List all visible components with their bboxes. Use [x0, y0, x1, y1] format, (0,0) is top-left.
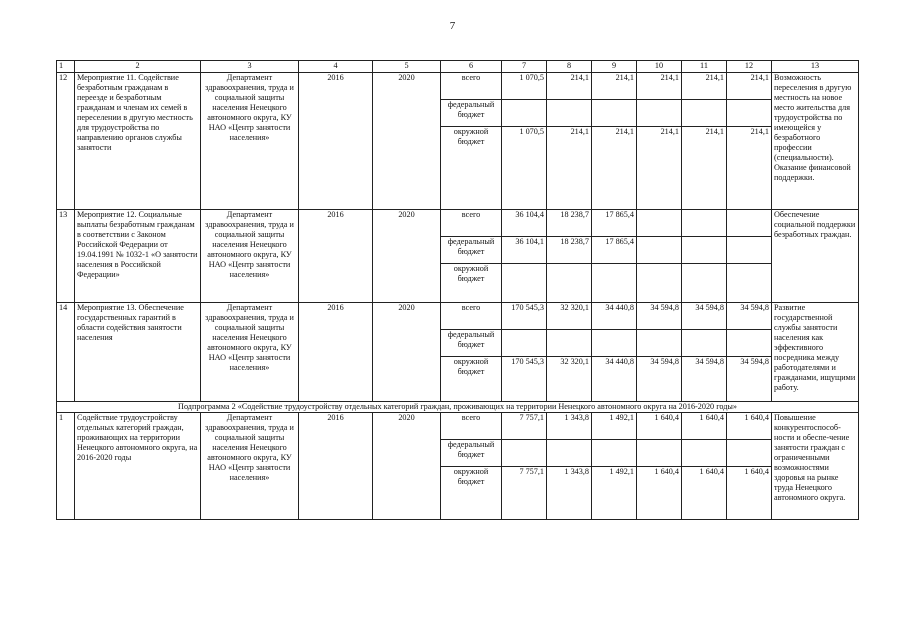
executor: Департамент здравоохранения, труда и социальной защиты населения Ненецкого автономного округа, КУ НАО «Центр занятости населения» [201, 210, 299, 303]
source-regional: окружной бюджет [441, 127, 502, 210]
source-total: всего [441, 73, 502, 100]
value-cell [502, 100, 547, 127]
start-year: 2016 [299, 413, 373, 520]
col-header: 4 [299, 61, 373, 73]
activity-name: Мероприятие 13. Обеспечение государственных гарантий в области содействия занятости населения [75, 303, 201, 402]
activity-name: Содействие трудоустройству отдельных категорий граждан, проживающих на территории Ненецкого автономного округа, на 2016-2020 годы [75, 413, 201, 520]
value-cell: 18 238,7 [547, 237, 592, 264]
value-cell [637, 100, 682, 127]
value-cell: 32 320,1 [547, 303, 592, 330]
row-number: 1 [57, 413, 75, 520]
value-cell: 1 640,4 [637, 467, 682, 520]
source-regional: окружной бюджет [441, 467, 502, 520]
source-federal: федеральный бюджет [441, 237, 502, 264]
expected-result: Обеспечение социальной поддержки безработных граждан. [772, 210, 859, 303]
value-cell: 1 070,5 [502, 73, 547, 100]
value-cell [727, 440, 772, 467]
value-cell: 1 640,4 [727, 467, 772, 520]
row-number: 12 [57, 73, 75, 210]
value-cell [547, 264, 592, 303]
value-cell [682, 237, 727, 264]
source-federal: федеральный бюджет [441, 100, 502, 127]
value-cell [727, 330, 772, 357]
value-cell [637, 330, 682, 357]
value-cell [682, 330, 727, 357]
value-cell [682, 210, 727, 237]
value-cell: 1 343,8 [547, 413, 592, 440]
subprogram-row [57, 402, 859, 413]
end-year: 2020 [373, 73, 441, 210]
value-cell: 1 492,1 [592, 467, 637, 520]
activity-name: Мероприятие 12. Социальные выплаты безработным гражданам в соответствии с Законом Российской Федерации от 19.04.1991 № 1032-1 «О занятости населения в Российской Федерации» [75, 210, 201, 303]
expected-result: Возможность переселения в другую местность на новое место жительства для трудоустройства по имеющейся у безработного профессии (специальности). Оказание финансовой поддержки. [772, 73, 859, 210]
executor: Департамент здравоохранения, труда и социальной защиты населения Ненецкого автономного округа, КУ НАО «Центр занятости населения» [201, 413, 299, 520]
source-federal: федеральный бюджет [441, 440, 502, 467]
source-total: всего [441, 303, 502, 330]
table-row [57, 210, 859, 237]
value-cell [682, 100, 727, 127]
value-cell [547, 100, 592, 127]
value-cell [592, 440, 637, 467]
value-cell [682, 264, 727, 303]
value-cell [727, 264, 772, 303]
expected-result: Повышение конкурентоспособ-ности и обеспе-чение занятости граждан с ограниченными возможностями здоровья на рынке труда Ненецкого автономного округа. [772, 413, 859, 520]
value-cell: 214,1 [592, 73, 637, 100]
value-cell: 1 070,5 [502, 127, 547, 210]
col-header: 2 [75, 61, 201, 73]
start-year: 2016 [299, 73, 373, 210]
expected-result: Развитие государственной службы занятости населения как эффективного посредника между работодателями и гражданами, ищущими работу. [772, 303, 859, 402]
source-regional: окружной бюджет [441, 264, 502, 303]
value-cell: 17 865,4 [592, 237, 637, 264]
row-number: 13 [57, 210, 75, 303]
value-cell: 1 492,1 [592, 413, 637, 440]
row-number: 14 [57, 303, 75, 402]
col-header: 1 [57, 61, 75, 73]
source-total: всего [441, 413, 502, 440]
value-cell [502, 264, 547, 303]
value-cell: 214,1 [727, 73, 772, 100]
end-year: 2020 [373, 413, 441, 520]
value-cell [547, 440, 592, 467]
col-header: 12 [727, 61, 772, 73]
value-cell: 34 594,8 [727, 303, 772, 330]
value-cell: 214,1 [637, 127, 682, 210]
source-total: всего [441, 210, 502, 237]
subprogram-title: Подпрограмма 2 «Содействие трудоустройству отдельных категорий граждан, проживающих на территории Ненецкого автономного округа на 2016-2020 годы» [57, 402, 859, 413]
col-header: 10 [637, 61, 682, 73]
value-cell: 32 320,1 [547, 357, 592, 402]
value-cell: 1 640,4 [727, 413, 772, 440]
value-cell: 18 238,7 [547, 210, 592, 237]
value-cell: 214,1 [727, 127, 772, 210]
col-header: 9 [592, 61, 637, 73]
value-cell [637, 237, 682, 264]
value-cell: 170 545,3 [502, 357, 547, 402]
end-year: 2020 [373, 303, 441, 402]
value-cell: 34 594,8 [637, 303, 682, 330]
value-cell [727, 237, 772, 264]
start-year: 2016 [299, 210, 373, 303]
value-cell: 36 104,1 [502, 237, 547, 264]
source-federal: федеральный бюджет [441, 330, 502, 357]
page-number: 7 [449, 20, 456, 32]
value-cell: 214,1 [637, 73, 682, 100]
executor: Департамент здравоохранения, труда и социальной защиты населения Ненецкого автономного округа, КУ НАО «Центр занятости населения» [201, 73, 299, 210]
value-cell: 214,1 [592, 127, 637, 210]
value-cell: 1 640,4 [637, 413, 682, 440]
activities-table [56, 60, 859, 520]
value-cell: 7 757,1 [502, 413, 547, 440]
value-cell [592, 264, 637, 303]
value-cell: 214,1 [547, 73, 592, 100]
value-cell [547, 330, 592, 357]
column-number-row [57, 61, 859, 73]
col-header: 3 [201, 61, 299, 73]
value-cell: 34 440,8 [592, 357, 637, 402]
value-cell [682, 440, 727, 467]
value-cell: 1 343,8 [547, 467, 592, 520]
source-regional: окружной бюджет [441, 357, 502, 402]
value-cell: 170 545,3 [502, 303, 547, 330]
activity-name: Мероприятие 11. Содействие безработным гражданам в переезде и безработным гражданам и членам их семей в переселении в другую местность для трудоустройства по направлению органов службы занятости [75, 73, 201, 210]
value-cell: 214,1 [547, 127, 592, 210]
value-cell: 34 594,8 [727, 357, 772, 402]
col-header: 8 [547, 61, 592, 73]
col-header: 11 [682, 61, 727, 73]
value-cell [592, 330, 637, 357]
table-row [57, 303, 859, 330]
value-cell [727, 210, 772, 237]
value-cell: 34 440,8 [592, 303, 637, 330]
value-cell [502, 330, 547, 357]
end-year: 2020 [373, 210, 441, 303]
value-cell [637, 264, 682, 303]
value-cell: 1 640,4 [682, 413, 727, 440]
value-cell: 7 757,1 [502, 467, 547, 520]
value-cell [637, 440, 682, 467]
table-row [57, 413, 859, 440]
value-cell: 36 104,4 [502, 210, 547, 237]
value-cell: 34 594,8 [682, 303, 727, 330]
start-year: 2016 [299, 303, 373, 402]
value-cell: 34 594,8 [637, 357, 682, 402]
executor: Департамент здравоохранения, труда и социальной защиты населения Ненецкого автономного округа, КУ НАО «Центр занятости населения» [201, 303, 299, 402]
value-cell [502, 440, 547, 467]
value-cell: 214,1 [682, 73, 727, 100]
value-cell: 34 594,8 [682, 357, 727, 402]
col-header: 7 [502, 61, 547, 73]
value-cell [592, 100, 637, 127]
col-header: 13 [772, 61, 859, 73]
col-header: 5 [373, 61, 441, 73]
value-cell: 1 640,4 [682, 467, 727, 520]
value-cell [637, 210, 682, 237]
table-row [57, 73, 859, 100]
value-cell: 17 865,4 [592, 210, 637, 237]
value-cell [727, 100, 772, 127]
value-cell: 214,1 [682, 127, 727, 210]
col-header: 6 [441, 61, 502, 73]
